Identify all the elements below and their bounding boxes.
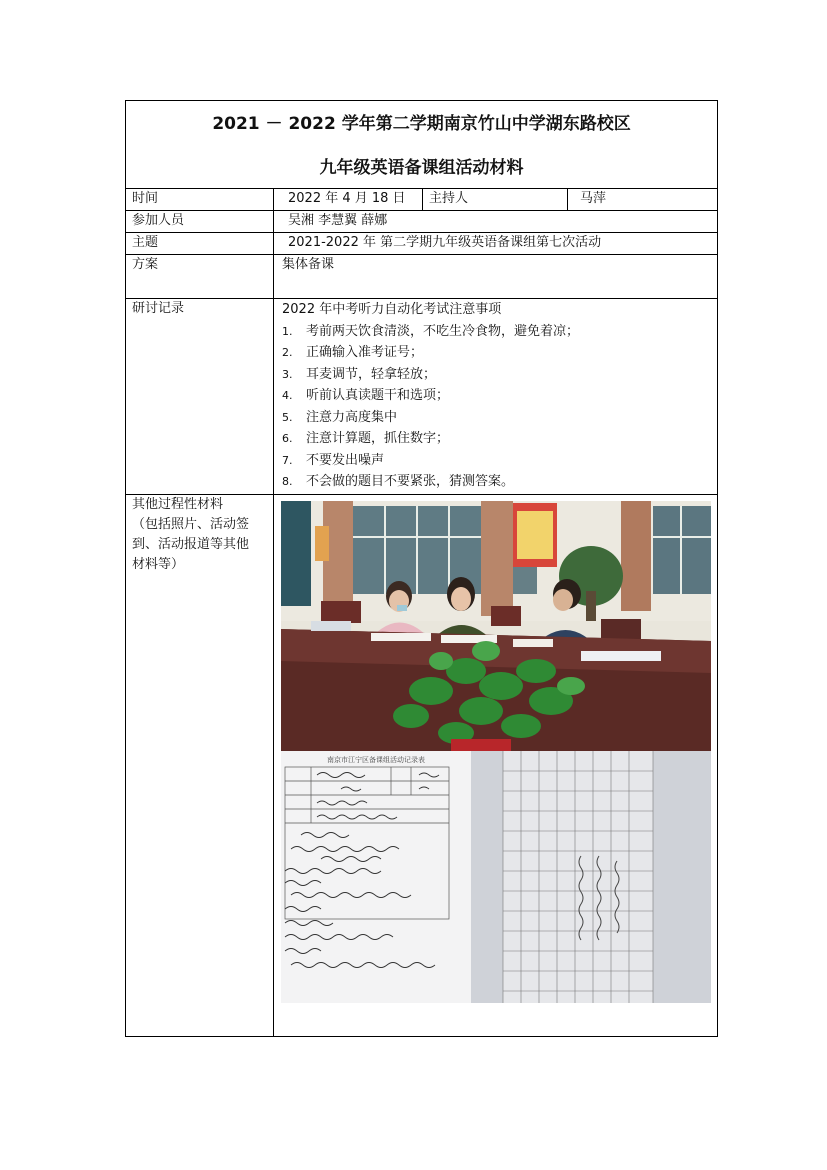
- record-row: [126, 299, 718, 495]
- record-item-text: 耳麦调节，轻拿轻放；: [306, 366, 437, 382]
- participants-label: 参加人员: [126, 211, 274, 233]
- other-materials-row: [126, 495, 718, 1037]
- activity-record-table: [125, 100, 718, 1037]
- title-row: [126, 101, 718, 189]
- record-item-number: 2.: [282, 346, 293, 359]
- record-item-text: 注意计算题，抓住数字；: [306, 431, 450, 446]
- record-item: [282, 407, 717, 429]
- time-label: 时间: [126, 189, 274, 211]
- record-item-number: 1.: [282, 324, 293, 338]
- record-item: [282, 428, 717, 450]
- record-item: [282, 364, 717, 386]
- other-materials-content: [274, 495, 718, 1037]
- participants-row: [126, 211, 718, 233]
- plan-row: [126, 255, 718, 299]
- sign-in-sheet-photo: [281, 751, 711, 1003]
- other-label-line4: 材料等）: [132, 557, 185, 572]
- record-list: [282, 321, 717, 493]
- record-item: [282, 471, 717, 493]
- other-label-line1: 其他过程性材料: [132, 497, 224, 512]
- record-item-number: 7.: [282, 453, 293, 467]
- topic-label: 主题: [126, 233, 274, 255]
- other-materials-label: [126, 495, 274, 1037]
- record-item-text: 注意力高度集中: [306, 409, 398, 425]
- document-subtitle: 九年级英语备课组活动材料: [319, 158, 524, 178]
- host-value: 马萍: [568, 189, 718, 211]
- other-label-line3: 到、活动报道等其他: [132, 537, 250, 552]
- record-label: 研讨记录: [126, 299, 274, 495]
- time-value: 2022 年 4 月 18 日: [274, 189, 423, 211]
- record-item-text: 不会做的题目不要紧张，猜测答案。: [306, 474, 515, 489]
- record-item-number: 4.: [282, 389, 293, 402]
- record-item-text: 不要发出噪声: [306, 452, 385, 468]
- plan-value: 集体备课: [274, 255, 718, 299]
- record-item-number: 5.: [282, 410, 293, 424]
- record-item-text: 正确输入准考证号；: [306, 345, 424, 360]
- scanned-form-title: 南京市江宁区备课组活动记录表: [327, 756, 425, 764]
- participants-value: 吴湘 李慧翼 薛娜: [274, 211, 718, 233]
- record-item-number: 8.: [282, 475, 293, 488]
- other-label-line2: （包括照片、活动签: [132, 517, 250, 532]
- record-item-text: 听前认真读题干和选项；: [306, 388, 450, 403]
- title-cell: [126, 101, 718, 189]
- meeting-photo: [281, 501, 711, 751]
- time-row: [126, 189, 718, 211]
- record-item: [282, 321, 717, 343]
- record-item-text: 考前两天饮食清淡，不吃生冷食物，避免着凉；: [306, 323, 580, 339]
- plan-label: 方案: [126, 255, 274, 299]
- host-label: 主持人: [423, 189, 568, 211]
- topic-value: 2021-2022 年 第二学期九年级英语备课组第七次活动: [274, 233, 718, 255]
- photos-block: [281, 501, 711, 1003]
- record-item-number: 6.: [282, 432, 293, 445]
- record-item: [282, 450, 717, 472]
- record-item-number: 3.: [282, 367, 293, 381]
- topic-row: [126, 233, 718, 255]
- record-heading: 2022 年中考听力自动化考试注意事项: [282, 302, 502, 317]
- record-item: [282, 342, 717, 364]
- record-item: [282, 385, 717, 407]
- document-title: 2021 － 2022 学年第二学期南京竹山中学湖东路校区: [212, 114, 631, 134]
- record-content: [274, 299, 718, 495]
